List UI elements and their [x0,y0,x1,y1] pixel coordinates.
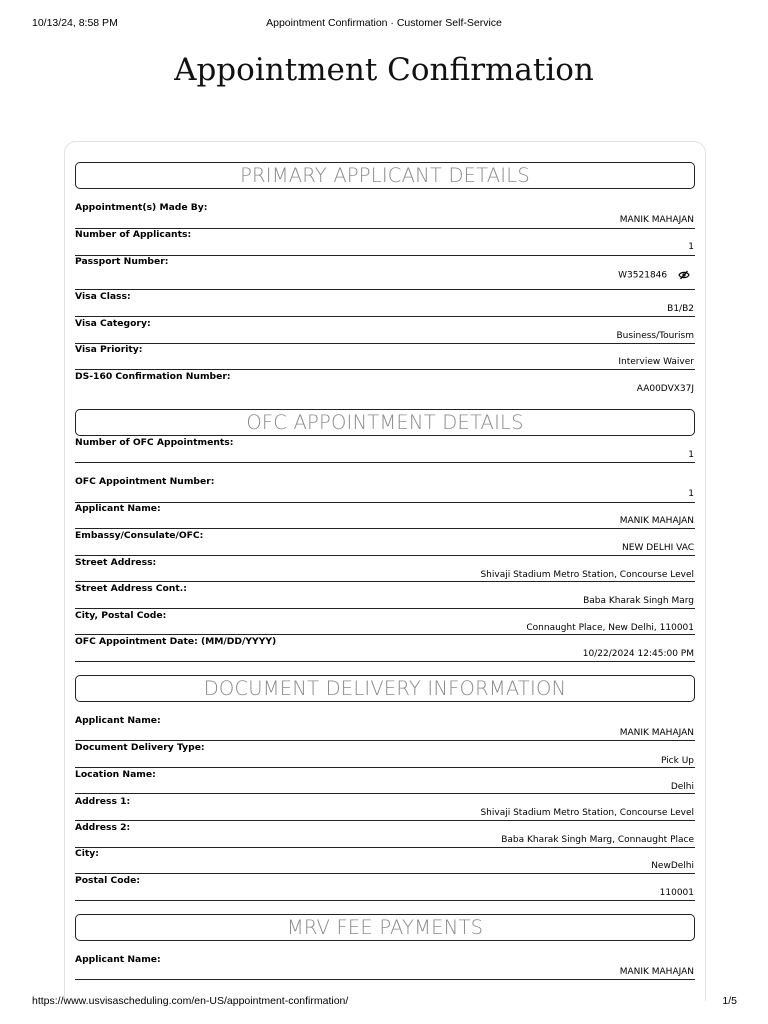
field-label-ofc-appointment-date: OFC Appointment Date: (MM/DD/YYYY) [75,636,277,647]
field-divider [75,581,695,582]
field-divider [75,369,695,370]
field-value-number-of-ofc-appointments: 1 [688,450,694,460]
field-value-visa-category: Business/Tourism [616,331,694,341]
field-label-ofc-appointment-number: OFC Appointment Number: [75,476,215,487]
page-title: Appointment Confirmation [174,52,594,88]
field-label-appointment-made-by: Appointment(s) Made By: [75,202,208,213]
field-value-ds160-number: AA00DVX37J [636,384,694,394]
field-divider [75,343,695,344]
field-label-location-name: Location Name: [75,769,156,780]
field-value-location-name: Delhi [670,782,694,792]
field-value-embassy: NEW DELHI VAC [622,543,694,553]
field-divider [75,555,695,556]
field-label-mrv-applicant-name: Applicant Name: [75,954,161,965]
field-label-delivery-type: Document Delivery Type: [75,742,205,753]
field-value-city: NewDelhi [651,861,694,871]
field-value-delivery-applicant-name: MANIK MAHAJAN [619,728,694,738]
field-label-applicant-name: Applicant Name: [75,503,161,514]
field-value-ofc-appointment-number: 1 [688,489,694,499]
field-label-street-address: Street Address: [75,557,157,568]
eye-slash-icon[interactable] [678,270,690,280]
ofc-appointment-header: OFC APPOINTMENT DETAILS [75,409,695,436]
field-divider [75,847,695,848]
field-label-ds160-number: DS-160 Confirmation Number: [75,371,231,382]
print-footer [0,995,768,1009]
field-divider [75,661,695,662]
print-page-number: 1/5 [722,995,737,1007]
field-divider [75,289,695,290]
field-value-delivery-type: Pick Up [660,756,694,766]
field-divider [75,900,695,901]
document-delivery-header: DOCUMENT DELIVERY INFORMATION [75,675,695,702]
field-label-number-of-ofc-appointments: Number of OFC Appointments: [75,437,234,448]
field-label-street-address-cont: Street Address Cont.: [75,583,187,594]
field-divider [75,767,695,768]
mrv-fee-header: MRV FEE PAYMENTS [75,914,695,941]
field-divider [75,528,695,529]
field-value-ofc-appointment-date: 10/22/2024 12:45:00 PM [582,649,694,659]
field-divider [75,873,695,874]
field-label-visa-priority: Visa Priority: [75,344,143,355]
field-label-postal-code: Postal Code: [75,875,140,886]
primary-applicant-header: PRIMARY APPLICANT DETAILS [75,162,695,189]
field-label-number-of-applicants: Number of Applicants: [75,229,192,240]
field-divider [75,740,695,741]
field-divider [75,608,695,609]
field-value-street-address-cont: Baba Kharak Singh Marg [583,596,694,606]
field-value-city-postal-code: Connaught Place, New Delhi, 110001 [526,623,694,633]
field-label-passport-number: Passport Number: [75,256,169,267]
field-divider [75,502,695,503]
field-value-visa-class: B1/B2 [667,304,694,314]
field-value-address-2: Baba Kharak Singh Marg, Connaught Place [501,835,694,845]
print-page-title: Appointment Confirmation · Customer Self-Service [266,17,502,29]
field-value-applicant-name: MANIK MAHAJAN [619,516,694,526]
field-label-city: City: [75,848,99,859]
field-divider [75,793,695,794]
field-label-address-2: Address 2: [75,822,131,833]
field-value-address-1: Shivaji Stadium Metro Station, Concourse Level [480,808,694,818]
print-url: https://www.usvisascheduling.com/en-US/appointment-confirmation/ [32,995,349,1007]
field-value-appointment-made-by: MANIK MAHAJAN [619,215,694,225]
field-label-visa-class: Visa Class: [75,291,131,302]
field-value-mrv-applicant-name: MANIK MAHAJAN [619,967,694,977]
field-label-embassy: Embassy/Consulate/OFC: [75,530,204,541]
field-divider [75,462,695,463]
field-divider [75,979,695,980]
field-value-street-address: Shivaji Stadium Metro Station, Concourse Level [480,570,694,580]
field-label-delivery-applicant-name: Applicant Name: [75,715,161,726]
field-label-address-1: Address 1: [75,796,131,807]
field-value-number-of-applicants: 1 [688,242,694,252]
field-value-passport-number [618,270,690,281]
passport-number-text: W3521846 [618,270,668,281]
field-label-visa-category: Visa Category: [75,318,151,329]
field-value-visa-priority: Interview Waiver [618,357,694,367]
field-divider [75,316,695,317]
field-divider [75,634,695,635]
field-divider [75,820,695,821]
print-datetime: 10/13/24, 8:58 PM [32,17,118,29]
print-header [0,17,768,31]
field-value-postal-code: 110001 [659,888,694,898]
field-label-city-postal-code: City, Postal Code: [75,610,167,621]
